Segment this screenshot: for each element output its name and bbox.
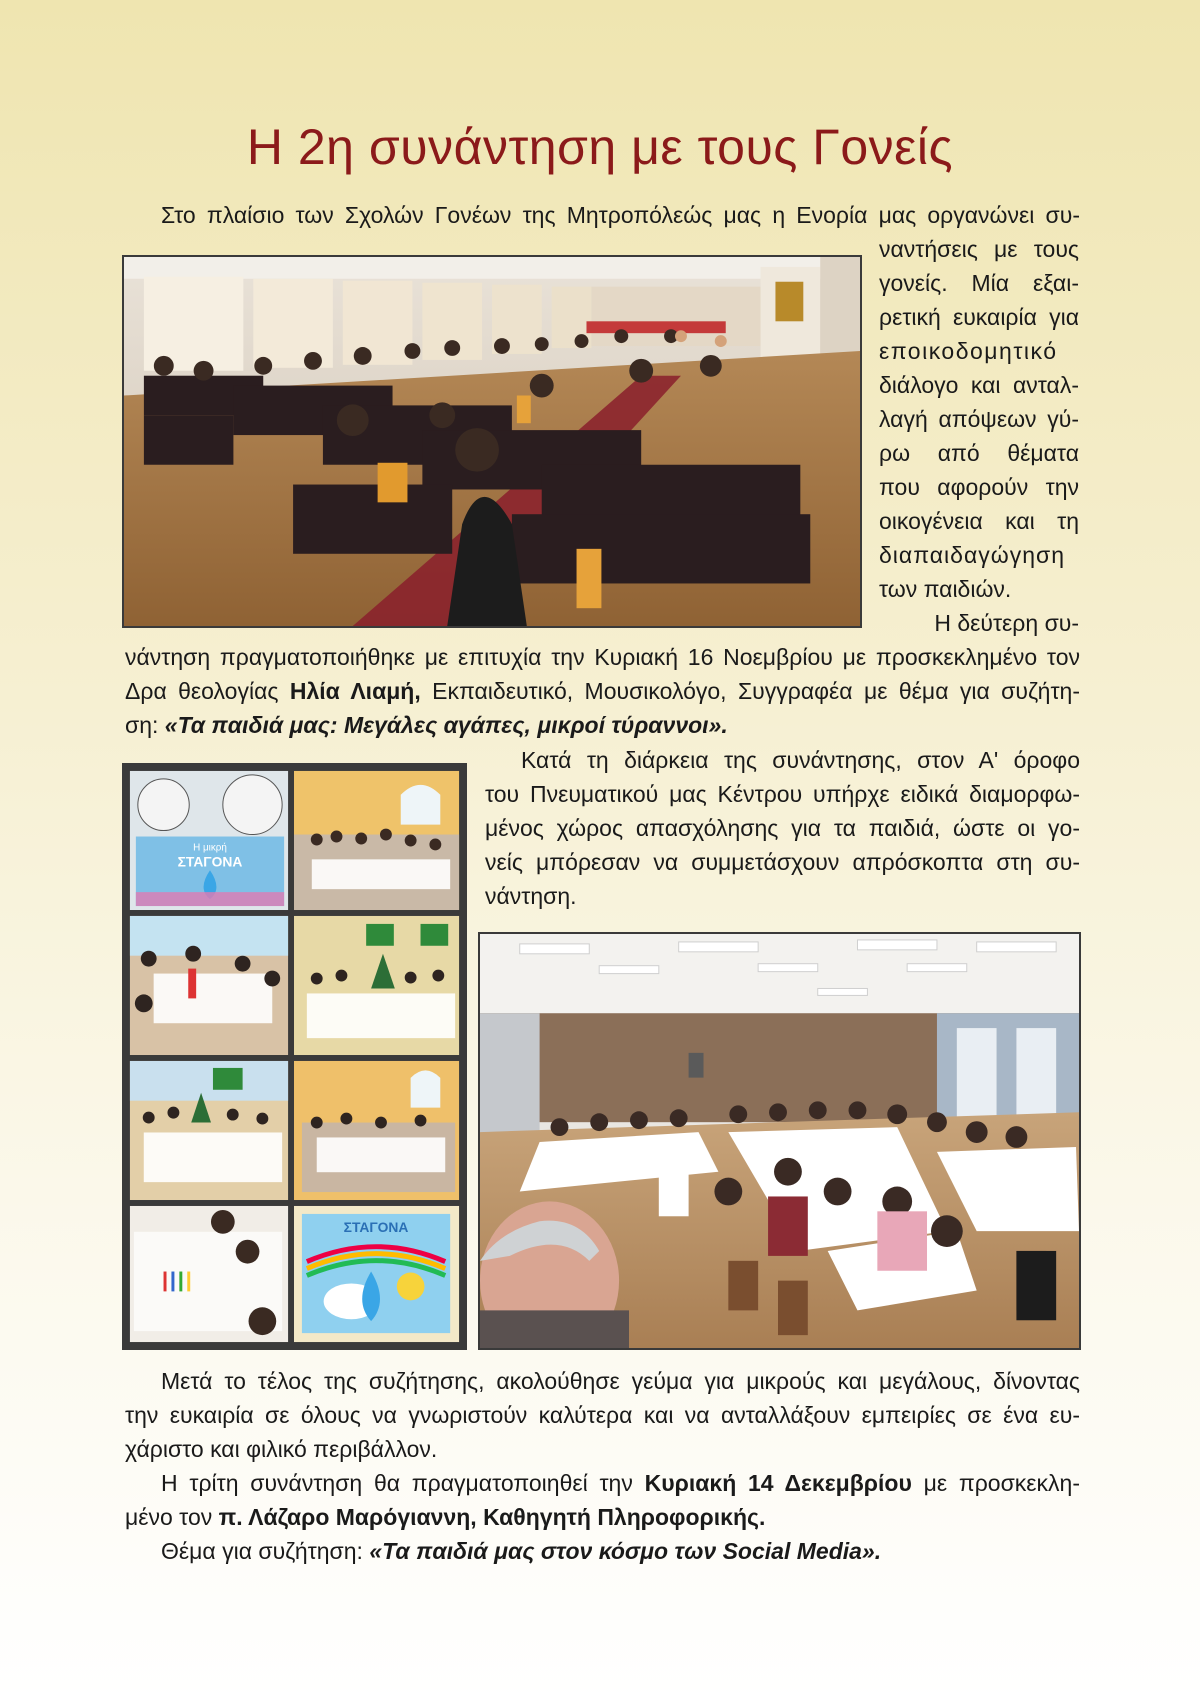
- side-line: ναντήσεις με τους: [879, 236, 1079, 262]
- side-line: των παιδιών.: [879, 576, 1012, 602]
- paragraph-6-line: [125, 1534, 1080, 1568]
- paragraph-4-line: Μετά το τέλος της συζήτησης, ακολούθησε γεύμα για μικρούς και μεγάλους, δίνοντας: [161, 1368, 1080, 1394]
- paragraph-4-line: χάριστο και φιλικό περιβάλλον.: [125, 1436, 438, 1462]
- paragraph-4-line: την ευκαιρία σε όλους να γνωριστούν καλύτερα και να ανταλλάξουν εμπειρίες σε ένα ευ-: [125, 1402, 1080, 1428]
- text-span: μένο τον: [125, 1504, 219, 1530]
- side-line: που αφορούν την: [879, 474, 1079, 500]
- side-line: ρω από θέματα: [879, 440, 1079, 466]
- paragraph-3-line: του Πνευματικού μας Κέντρου υπήρχε ειδικά διαμορφω-: [485, 781, 1080, 807]
- speaker-name: Ηλία Λιαμή,: [289, 678, 421, 704]
- side-line: ρετική ευκαιρία για: [879, 304, 1079, 330]
- text-span: Η τρίτη συνάντηση θα πραγματοποιηθεί την: [161, 1470, 645, 1496]
- paragraph-3: [485, 743, 1080, 913]
- poster-title: ΣΤΑΓΟΝΑ: [343, 1218, 409, 1235]
- discussion-topic: «Τα παιδιά μας: Μεγάλες αγάπες, μικροί τύραννοι».: [164, 712, 728, 738]
- next-topic: «Τα παιδιά μας στον κόσμο των Social Media».: [369, 1538, 882, 1564]
- side-line: διάλογο και ανταλ-: [879, 372, 1079, 398]
- children-activity-collage: [122, 763, 467, 1350]
- page-title: Η 2η συνάντηση με τους Γονείς: [246, 119, 954, 175]
- side-line: γονείς. Μία εξαι-: [879, 270, 1079, 296]
- paragraph-2-line-3: [125, 708, 1080, 742]
- side-line: εποικοδομητικό: [879, 338, 1058, 364]
- paragraph-2: [125, 640, 1080, 742]
- paragraph-3-line: νείς μπόρεσαν να συμμετάσχουν απρόσκοπτα στη συ-: [485, 849, 1080, 875]
- paragraph-5-line-2: [125, 1500, 1080, 1534]
- lunch-hall-photo: [478, 932, 1081, 1350]
- side-line: λαγή απόψεων γύ-: [879, 406, 1079, 432]
- paragraph-3-line: νάντηση.: [485, 883, 577, 909]
- paragraph-5: [125, 1466, 1080, 1534]
- paragraph-6: [125, 1534, 1080, 1568]
- next-speaker: π. Λάζαρο Μαρόγιαννη, Καθηγητή Πληροφορικής.: [218, 1504, 766, 1530]
- book-small-title: Η μικρή: [193, 842, 227, 854]
- paragraph-4: [125, 1364, 1080, 1466]
- next-meeting-date: Κυριακή 14 Δεκεμβρίου: [644, 1470, 912, 1496]
- text-span: ση:: [125, 712, 165, 738]
- side-line: οικογένεια και τη: [879, 508, 1079, 534]
- book-title: ΣΤΑΓΟΝΑ: [177, 853, 243, 870]
- paragraph-2-line-1: νάντηση πραγματοποιήθηκε με επιτυχία την Κυριακή 16 Νοεμβρίου με προσκεκλημένο τον: [125, 644, 1080, 670]
- text-span: Στο πλαίσιο των Σχολών Γονέων της Μητροπόλεώς μας η Ενορία μας οργανώνει συ-: [161, 202, 1080, 228]
- side-line: διαπαιδαγώγηση: [879, 542, 1065, 568]
- paragraph-2-line-2: [125, 674, 1080, 708]
- paragraph-5-line-1: [125, 1466, 1080, 1500]
- side-line: Η δεύτερη συ-: [934, 610, 1079, 636]
- paragraph-3-line: Κατά τη διάρκεια της συνάντησης, στον Α' όροφο: [521, 747, 1080, 773]
- paragraph-3-line: μένος χώρος απασχόλησης για τα παιδιά, ώστε οι γο-: [485, 815, 1080, 841]
- paragraph-1-side-column: [879, 232, 1079, 640]
- text-span: με προσκεκλη-: [911, 1470, 1081, 1496]
- text-span: Δρα θεολογίας: [125, 678, 290, 704]
- text-span: Θέμα για συζήτηση:: [161, 1538, 370, 1564]
- auditorium-photo: [122, 255, 862, 628]
- text-span: Εκπαιδευτικό, Μουσικολόγο, Συγγραφέα με θέμα για συζήτη-: [420, 678, 1081, 704]
- paragraph-1-line-1: [125, 198, 1080, 232]
